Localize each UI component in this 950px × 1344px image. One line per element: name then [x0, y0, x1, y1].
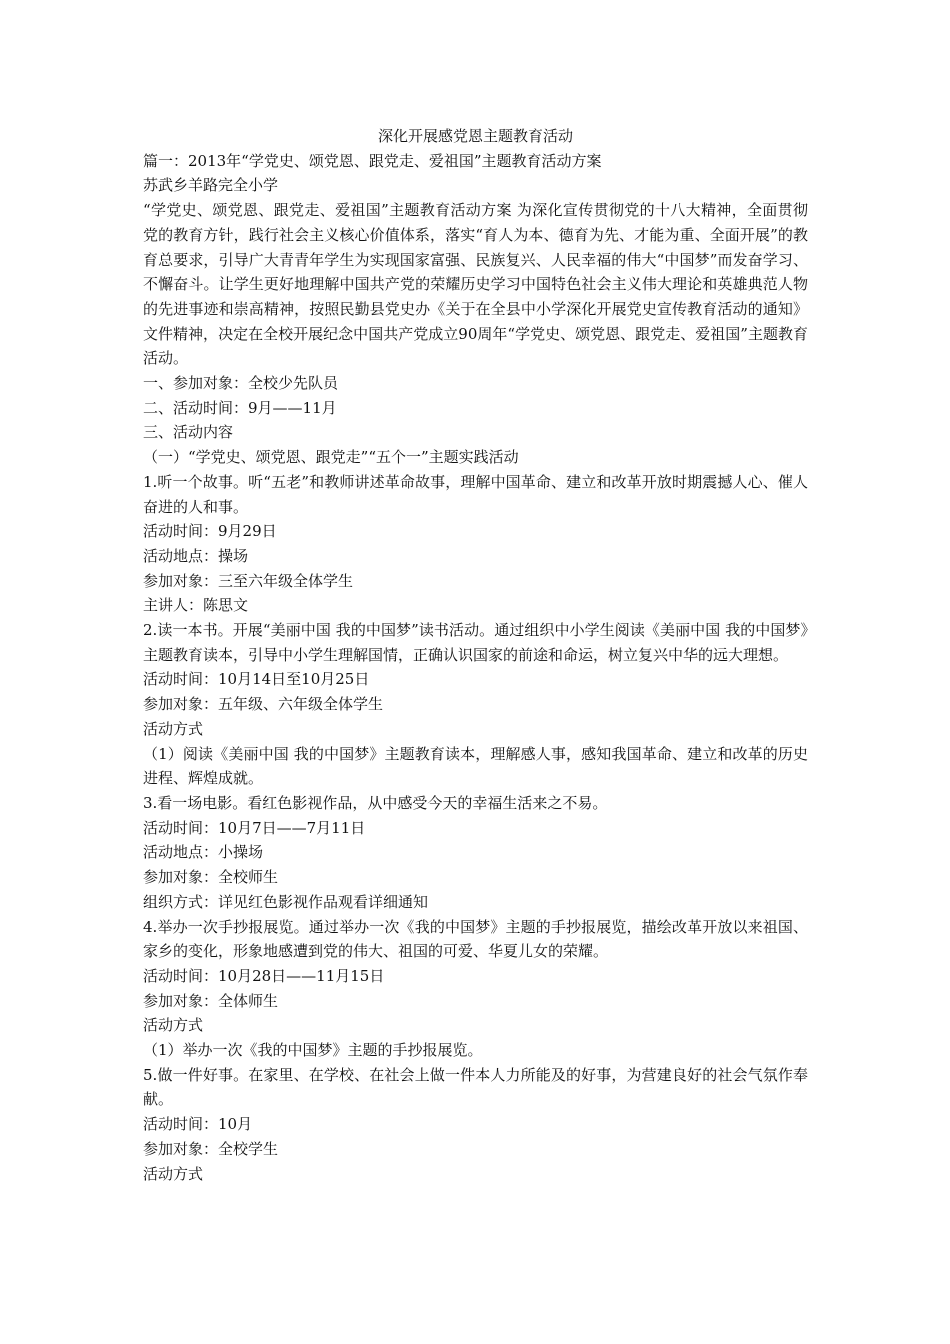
paragraph: 参加对象：全校学生 [143, 1139, 279, 1158]
paragraph: 3.看一场电影。看红色影视作品，从中感受今天的幸福生活来之不易。 [143, 793, 608, 812]
paragraph: 二、活动时间：9月——11月 [143, 398, 337, 417]
paragraph: 2.读一本书。开展“美丽中国 我的中国梦”读书活动。通过组织中小学生阅读《美丽中国 我的中国梦》主题教育读本，引导中小学生理解国情，正确认识国家的前途和命运，树立复兴中华的远大理想。 [143, 621, 808, 664]
paragraph: 活动方式 [143, 1164, 204, 1183]
paragraph: 三、活动内容 [143, 423, 234, 442]
paragraph: （1）阅读《美丽中国 我的中国梦》主题教育读本，理解感人事，感知我国革命、建立和改革的历史进程、辉煌成就。 [143, 744, 808, 788]
paragraph: 苏武乡羊路完全小学 [143, 176, 279, 195]
paragraph: 活动方式 [143, 1016, 204, 1035]
paragraph: 活动时间：10月 [143, 1115, 253, 1134]
paragraph: （一）“学党史、颂党恩、跟党走”“五个一”主题实践活动 [143, 448, 519, 467]
paragraph: 1.听一个故事。听“五老”和教师讲述革命故事，理解中国革命、建立和改革开放时期震撼人心、催人奋进的人和事。 [143, 472, 808, 516]
paragraph: 活动地点：小操场 [143, 843, 264, 862]
paragraph: “学党史、颂党恩、跟党走、爱祖国”主题教育活动方案 为深化宣传贯彻党的十八大精神，全面贯彻党的教育方针，践行社会主义核心价值体系，落实“育人为本、德育为先、才能为重、全面开展”的教育总要求，引导广大青青年学生为实现国家富强、民族复兴、人民幸福的伟大“中国梦”而发奋学习、不懈奋斗。让学生更好地理解中国共产党的荣耀历史学习中国特色社会主义伟大理论和英雄典范人物的先进事迹和崇高精神，按照民勤县党史办《关于在全县中小学深化开展党史宣传教育活动的通知》文件精神，决定在全校开展纪念中国共产党成立90周年“学党史、颂党恩、跟党走、爱祖国”主题教育活动。 [143, 201, 808, 368]
paragraph: 活动时间：10月7日——7月11日 [143, 818, 366, 837]
paragraph: 参加对象：全校师生 [143, 868, 279, 887]
document-title: 深化开展感党恩主题教育活动 [377, 127, 573, 145]
paragraph: 活动地点：操场 [143, 546, 249, 565]
paragraph: 组织方式：详见红色影视作品观看详细通知 [143, 892, 429, 911]
paragraph: 参加对象：三至六年级全体学生 [143, 571, 354, 590]
paragraph: （1）举办一次《我的中国梦》主题的手抄报展览。 [143, 1041, 483, 1060]
paragraph: 活动时间：10月14日至10月25日 [143, 670, 370, 689]
paragraph: 一、参加对象：全校少先队员 [143, 374, 339, 393]
paragraph: 活动方式 [143, 719, 204, 738]
paragraph: 4.举办一次手抄报展览。通过举办一次《我的中国梦》主题的手抄报展览，描绘改革开放以来祖国、家乡的变化，形象地感遭到党的伟大、祖国的可爱、华夏儿女的荣耀。 [143, 917, 808, 961]
document-page [143, 124, 808, 1186]
document-body [143, 149, 808, 1187]
paragraph: 参加对象：全体师生 [143, 991, 279, 1010]
paragraph: 主讲人：陈思文 [143, 596, 249, 615]
paragraph: 5.做一件好事。在家里、在学校、在社会上做一件本人力所能及的好事，为营建良好的社会气氛作奉献。 [143, 1065, 808, 1109]
paragraph: 篇一：2013年“学党史、颂党恩、跟党走、爱祖国”主题教育活动方案 [143, 151, 602, 170]
paragraph: 参加对象：五年级、六年级全体学生 [143, 695, 384, 714]
paragraph: 活动时间：10月28日——11月15日 [143, 966, 385, 985]
paragraph: 活动时间：9月29日 [143, 522, 277, 541]
